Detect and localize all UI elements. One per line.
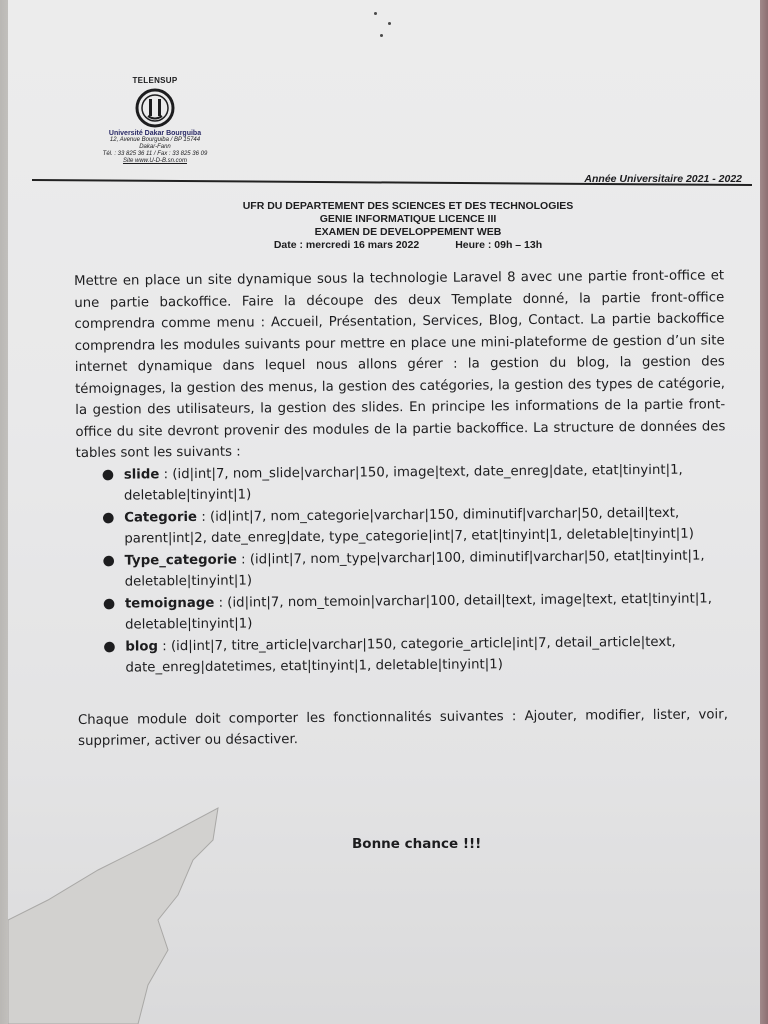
- table-name: temoignage: [124, 595, 215, 612]
- features-paragraph: Chaque module doit comporter les fonctionnalités suivantes : Ajouter, modifier, lister, voir, supprimer, activer ou désactiver.: [77, 706, 728, 749]
- program-title: GENIE INFORMATIQUE LICENCE III: [319, 213, 497, 225]
- instructions-paragraph: Mettre en place un site dynamique sous la technologie Laravel 8 avec une partie front-office et une partie backoffice. Faire la découpe des deux Template donné, la partie front-office comprendra comme menu : Accueil, Présentation, Services, Blog, Contact. La partie backoffice comprendra les modules suivants pour mettre en place une mini-plateforme de gestion d’un site internet dynamique dans lequel nous allons gérer : la gestion du blog, la gestion des témoignages, la gestion des menus, la gestion des catégories, la gestion des types de catégorie, la gestion des utilisateurs, la gestion des slides. En principe les informations de la partie front-office du site devront provenir des modules de la partie backoffice. La structure de données des tables sont les suivants :: [74, 268, 726, 461]
- table-name: Type_categorie: [124, 552, 237, 569]
- bullet-icon: ●: [102, 595, 116, 612]
- table-name: slide: [123, 466, 160, 483]
- table-fields: : (id|int|7, nom_type|varchar|100, diminutif|varchar|50, etat|tinyint|1, deletable|tinyint|1): [124, 548, 705, 590]
- university-name: Université Dakar Bourguiba: [108, 130, 202, 137]
- list-item: [103, 588, 727, 636]
- list-item: [102, 545, 726, 593]
- ufr-title: UFR DU DEPARTEMENT DES SCIENCES ET DES TECHNOLOGIES: [242, 200, 574, 212]
- exam-sheet: [8, 0, 760, 1024]
- university-logo: [135, 88, 175, 128]
- list-item: [103, 631, 727, 679]
- date-line: [108, 239, 708, 252]
- table-fields: : (id|int|7, nom_slide|varchar|150, image|text, date_enreg|date, etat|tinyint|1, deletable|tinyint|1): [123, 462, 683, 504]
- institution-header: [70, 76, 240, 165]
- academic-year: Année Universitaire 2021 - 2022: [584, 173, 742, 185]
- table-fields: : (id|int|7, nom_categorie|varchar|150, diminutif|varchar|50, detail|text, parent|int|2, date_enreg|date, type_categorie|int|7, etat|tinyint|1, deletable|tinyint|1): [124, 505, 694, 547]
- website-link: Site www.U-D-B.sn.com: [122, 158, 187, 164]
- table-fields: : (id|int|7, titre_article|varchar|150, categorie_article|int|7, detail_article|text, date_enreg|datetimes, etat|tinyint|1, deletable|tinyint|1): [125, 634, 676, 676]
- table-fields: : (id|int|7, nom_temoin|varchar|100, detail|text, image|text, etat|tinyint|1, deletable|tinyint|1): [125, 590, 713, 633]
- exam-body: [74, 265, 728, 752]
- closing-text: Bonne chance !!!: [352, 836, 482, 852]
- bullet-icon: ●: [102, 552, 115, 569]
- exam-date: Date : mercredi 16 mars 2022: [273, 239, 420, 251]
- address-line: 12, Avenue Bourguiba / BP 15744: [109, 137, 201, 143]
- contact-line: Tél. : 33 825 36 11 / Fax : 33 825 36 09: [102, 151, 208, 157]
- paper-mark: [380, 34, 383, 37]
- bullet-icon: ●: [101, 466, 115, 483]
- paper-mark: [374, 12, 377, 15]
- table-structure-list: [76, 459, 728, 680]
- torn-corner: [8, 800, 248, 1024]
- list-item: [102, 502, 726, 550]
- list-item: [102, 459, 726, 507]
- org-name: TELENSUP: [132, 76, 178, 85]
- bullet-icon: ●: [102, 509, 115, 526]
- paper-mark: [388, 22, 391, 25]
- exam-title: EXAMEN DE DEVELOPPEMENT WEB: [314, 226, 502, 238]
- exam-title-block: [108, 200, 708, 252]
- address-line: Dakar-Fann: [139, 144, 171, 150]
- table-name: blog: [125, 638, 159, 655]
- bullet-icon: ●: [103, 638, 116, 655]
- exam-time: Heure : 09h – 13h: [455, 239, 543, 251]
- table-name: Categorie: [124, 509, 198, 526]
